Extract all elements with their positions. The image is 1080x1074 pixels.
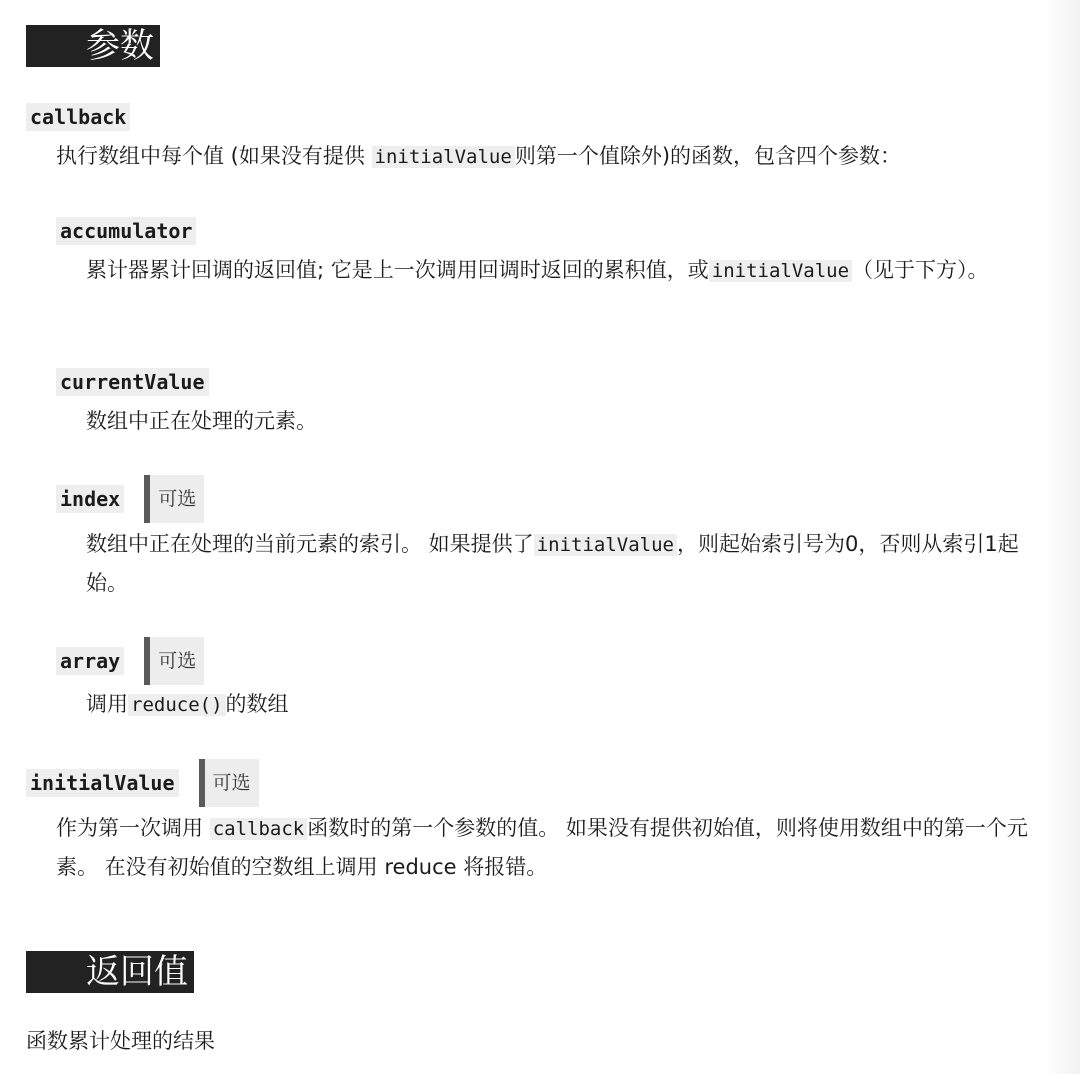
right-edge-shade: [1044, 0, 1080, 1074]
param-term-array: [56, 637, 204, 685]
param-term-currentValue: [56, 368, 209, 396]
section-heading-params: [26, 25, 160, 67]
param-desc-callback: 执行数组中每个值 (如果没有提供 initialValue 则第一个值除外)的函数，包含四个参数：: [56, 144, 902, 168]
inline-code: reduce(): [128, 694, 226, 716]
optional-badge: 可选: [144, 637, 204, 685]
optional-badge: 可选: [199, 759, 259, 807]
param-term-index: [56, 475, 204, 523]
inline-code: callback: [210, 818, 308, 840]
param-desc-array: 调用 reduce() 的数组: [86, 692, 289, 716]
optional-badge: 可选: [144, 475, 204, 523]
return-desc: 函数累计处理的结果: [26, 1029, 215, 1053]
param-term-initialValue: [26, 759, 259, 807]
param-desc-initialValue: 作为第一次调用 callback 函数时的第一个参数的值。 如果没有提供初始值，则将使用数组中的第一个元素。 在没有初始值的空数组上调用 reduce 将报错。: [56, 816, 1028, 879]
param-desc-currentValue: 数组中正在处理的元素。: [86, 409, 317, 433]
inline-code: initialValue: [709, 260, 852, 282]
param-name: callback: [26, 103, 130, 131]
param-name: initialValue: [26, 769, 179, 797]
param-name: array: [56, 647, 124, 675]
param-name: currentValue: [56, 368, 209, 396]
param-name: index: [56, 485, 124, 513]
inline-code: initialValue: [372, 146, 515, 168]
inline-code: initialValue: [534, 534, 677, 556]
param-desc-index: 数组中正在处理的当前元素的索引。 如果提供了 initialValue ，则起始索引号为0，否则从索引1起始。: [86, 532, 1019, 595]
param-term-callback: [26, 103, 130, 131]
section-heading-text: 返回值: [86, 952, 188, 992]
param-desc-accumulator: 累计器累计回调的返回值; 它是上一次调用回调时返回的累积值，或 initialValue （见于下方）。: [86, 258, 989, 282]
param-name: accumulator: [56, 217, 196, 245]
param-term-accumulator: [56, 217, 196, 245]
section-heading-text: 参数: [86, 26, 154, 66]
section-heading-return: [26, 951, 194, 993]
